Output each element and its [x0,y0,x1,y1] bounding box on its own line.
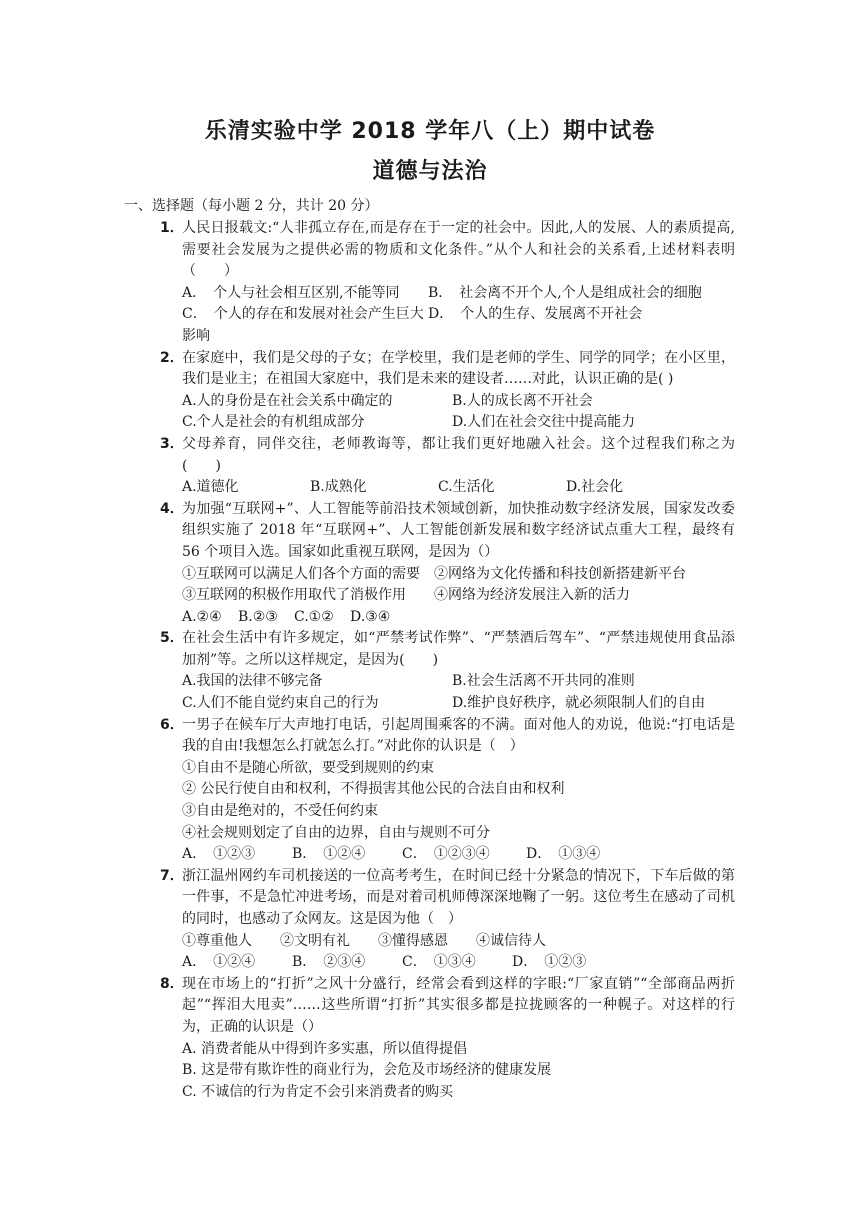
option-a: A． ①②④ [182,954,256,971]
question-5 [160,628,735,714]
option-a: A.②④ [182,608,222,625]
question-3 [160,434,735,499]
question-text: 一男子在候车厅大声地打电话，引起周围乘客的不满。面对他人的劝说，他说:“打电话是我的自由!我想怎么打就怎么打。”对此你的认识是（ ） [182,716,735,755]
question-text: 在家庭中，我们是父母的子女；在学校里，我们是老师的学生、同学的同学；在小区里，我们是业主；在祖国大家庭中，我们是未来的建设者……对此，认识正确的是( ) [182,349,735,388]
option-b: B． ①②④ [292,846,366,863]
option-d: D.③④ [350,608,391,625]
option-d: D． 个人的生存、发展离不开社会 [428,306,643,323]
option-a: A.人的身份是在社会关系中确定的 [182,392,393,409]
question-number: 8． [160,975,184,992]
option-d: D． ①②③ [512,954,587,971]
question-text: 现在市场上的“打折”之风十分盛行，经常会看到这样的字眼:“厂家直销”“全部商品两折起”“挥泪大甩卖”……这些所谓“打折”其实很多都是拉拢顾客的一种幌子。对这样的行为，正确的认识是（） [182,975,735,1035]
option-a: A.我国的法律不够完备 [182,673,323,690]
question-text: 在社会生活中有许多规定，如“严禁考试作弊”、“严禁酒后驾车”、“严禁违规使用食品添加剂”等。之所以这样规定，是因为( ) [182,630,735,668]
exam-title: 乐清实验中学 2018 学年八（上）期中试卷 [204,119,656,144]
option-b: B． ②③④ [292,954,366,971]
option-c: C.个人是社会的有机组成部分 [182,414,365,431]
option-d: D． ①③④ [526,846,601,863]
question-number: 3． [160,435,184,452]
question-1 [160,218,735,348]
statement-line: ④社会规则划定了自由的边界，自由与规则不可分 [182,824,490,841]
question-text: 浙江温州网约车司机接送的一位高考考生，在时间已经十分紧急的情况下，下车后做的第一件事，不是急忙冲进考场，而是对着司机师傅深深地鞠了一躬。这位考生在感动了司机的同时，也感动了众网友。这是因为他（ ） [182,867,735,927]
option-a: A． 个人与社会相互区别,不能等同 [182,284,400,301]
statement-line: ①自由不是随心所欲，要受到规则的约束 [182,759,434,776]
statement-line: ③自由是绝对的，不受任何约束 [182,803,378,820]
option-b: B. 这是带有欺诈性的商业行为，会危及市场经济的健康发展 [182,1062,552,1079]
option-d: D.人们在社会交往中提高能力 [452,414,636,431]
statement-line: ①尊重他人 ②文明有礼 ③懂得感恩 ④诚信待人 [182,932,546,949]
option-c: C． ①③④ [402,954,476,971]
question-7 [160,866,735,974]
option-a: A.道德化 [182,479,239,496]
option-c: C.生活化 [438,479,495,496]
question-number: 2． [160,349,184,366]
question-text: 父母养育，同伴交往，老师教诲等，都让我们更好地融入社会。这个过程我们称之为( ) [182,435,735,474]
option-b: B.成熟化 [310,479,367,496]
option-c: C． ①②③④ [402,846,490,863]
statement-line: ② 公民行使自由和权利，不得损害其他公民的合法自由和权利 [182,781,565,798]
option-b: B.②③ [238,608,278,625]
option-a: A. 消费者能从中得到许多实惠，所以值得提倡 [182,1040,468,1057]
statement-line: ③互联网的积极作用取代了消极作用 ④网络为经济发展注入新的活力 [182,587,630,604]
question-text: 人民日报载文:“人非孤立存在,而是存在于一定的社会中。因此,人的发展、人的素质提高,需要社会发展为之提供必需的物质和文化条件。”从个人和社会的关系看,上述材料表明（ ） [182,220,735,280]
question-number: 1． [160,220,184,236]
question-number: 5． [160,630,184,647]
question-number: 4． [160,500,184,517]
question-list [160,218,735,1103]
question-6 [160,715,735,866]
option-d: D.维护良好秩序，就必须限制人们的自由 [452,695,706,712]
option-c: C.人们不能自觉约束自己的行为 [182,695,379,712]
option-b: B． 社会离不开个人,个人是组成社会的细胞 [428,284,702,301]
question-2 [160,348,735,434]
option-b: B.社会生活离不开共同的准则 [452,673,635,690]
option-d: D.社会化 [566,479,624,496]
question-number: 7． [160,867,184,884]
option-a: A． ①②③ [182,846,256,863]
question-text: 为加强“互联网+”、人工智能等前沿技术领域创新，加快推动数字经济发展，国家发改委组织实施了 2018 年“互联网+”、人工智能创新发展和数字经济试点重大工程，最终有 56 个项目入选。国家如此重视互联网，是因为（） [182,500,735,560]
section-heading: 一、选择题（每小题 2 分，共计 20 分） [124,198,379,214]
option-c: C． 个人的存在和发展对社会产生巨大影响 [182,306,424,344]
question-number: 6． [160,716,184,733]
question-4 [160,499,735,629]
exam-subject: 道德与法治 [372,159,488,184]
option-c: C. 不诚信的行为肯定不会引来消费者的购买 [182,1083,454,1100]
question-8 [160,974,735,1104]
option-b: B.人的成长离不开社会 [452,392,593,409]
statement-line: ①互联网可以满足人们各个方面的需要 ②网络为文化传播和科技创新搭建新平台 [182,565,686,582]
option-c: C.①② [294,608,334,625]
